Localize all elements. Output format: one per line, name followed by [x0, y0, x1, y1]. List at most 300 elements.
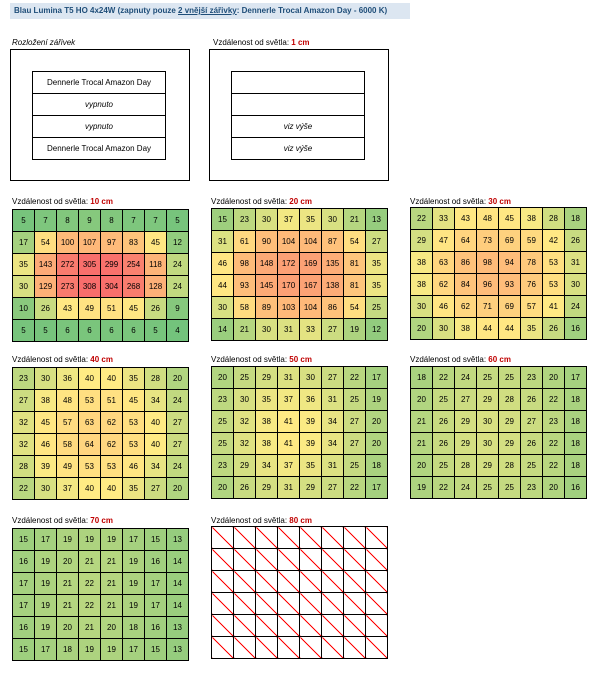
tube-4: Dennerle Trocal Amazon Day [33, 138, 166, 160]
grid-cell: 21 [411, 411, 433, 433]
grid-cell: 54 [344, 297, 366, 319]
grid-cell: 20 [543, 367, 565, 389]
grid-cell: 23 [521, 477, 543, 499]
grid-cell: 17 [13, 595, 35, 617]
grid-cell [344, 571, 366, 593]
grid-cell: 40 [79, 368, 101, 390]
grid-cell: 26 [35, 298, 57, 320]
grid-cell: 27 [344, 411, 366, 433]
grid-cell: 16 [145, 551, 167, 573]
grid-cell: 29 [477, 389, 499, 411]
grid-cell: 98 [234, 253, 256, 275]
grid-cell [300, 615, 322, 637]
distance-value: 10 cm [90, 197, 113, 206]
grid-cell: 5 [35, 320, 57, 342]
grid-row [411, 296, 587, 318]
grid-cell: 25 [212, 433, 234, 455]
grid-row [13, 320, 189, 342]
grid-cell: 31 [565, 252, 587, 274]
grid-row [212, 477, 388, 499]
grid-cell: 18 [565, 208, 587, 230]
grid-cell: 17 [13, 232, 35, 254]
grid-cell: 24 [167, 254, 189, 276]
grid-row [411, 477, 587, 499]
grid-cell: 27 [322, 319, 344, 341]
grid-row [13, 478, 189, 500]
grid-cell: 6 [123, 320, 145, 342]
grid-cell: 27 [167, 412, 189, 434]
grid-cell: 304 [101, 276, 123, 298]
grid-row [13, 529, 189, 551]
grid-row [13, 456, 189, 478]
grid-cell: 58 [57, 434, 79, 456]
grid-cell: 305 [79, 254, 101, 276]
grid-cell: 30 [322, 209, 344, 231]
grid-cell: 26 [433, 433, 455, 455]
grid-row [212, 411, 388, 433]
grid-row [411, 411, 587, 433]
grid-cell: 26 [521, 433, 543, 455]
grid-cell: 28 [499, 389, 521, 411]
grid-cell: 273 [57, 276, 79, 298]
grid-row [13, 368, 189, 390]
grid-cell [322, 571, 344, 593]
grid-cell: 143 [35, 254, 57, 276]
grid-cell: 31 [278, 319, 300, 341]
grid-cell: 254 [123, 254, 145, 276]
grid-row [411, 367, 587, 389]
grid-cell: 12 [167, 232, 189, 254]
grid-cell [278, 571, 300, 593]
grid-cell: 54 [35, 232, 57, 254]
grid-cell [212, 571, 234, 593]
grid-cell: 30 [256, 209, 278, 231]
distance-label-70cm: Vzdálenost od světla: 70 cm [12, 516, 113, 525]
grid-cell: 28 [543, 208, 565, 230]
grid-cell: 76 [521, 274, 543, 296]
grid-cell: 21 [57, 573, 79, 595]
grid-row [212, 527, 388, 549]
tubes-table [32, 71, 166, 160]
grid-row [411, 455, 587, 477]
distance-label-1cm: Vzdálenost od světla: 1 cm [213, 38, 310, 47]
grid-cell: 27 [366, 231, 388, 253]
grid-row [212, 275, 388, 297]
grid-cell: 18 [366, 455, 388, 477]
grid-cell: 27 [521, 411, 543, 433]
title-underlined: 2 vnější zářivky [178, 6, 237, 15]
grid-cell: 26 [543, 318, 565, 340]
grid-cell: 49 [57, 456, 79, 478]
grid-cell: 31 [212, 231, 234, 253]
grid-cell: 31 [278, 477, 300, 499]
grid-cell: 40 [79, 478, 101, 500]
panel-1cm-row-4: viz výše [232, 138, 365, 160]
grid-cell: 19 [35, 551, 57, 573]
grid-cell: 51 [101, 298, 123, 320]
grid-cell: 30 [234, 389, 256, 411]
grid-cell: 81 [344, 275, 366, 297]
grid-cell: 90 [256, 231, 278, 253]
grid-cell: 20 [411, 318, 433, 340]
grid-cell: 5 [167, 210, 189, 232]
grid-cell: 28 [455, 455, 477, 477]
grid-cell [234, 637, 256, 659]
grid-cell: 53 [123, 434, 145, 456]
title-suffix: : Dennerle Trocal Amazon Day - 6000 K) [236, 6, 388, 15]
grid-cell [256, 593, 278, 615]
grid-cell: 46 [212, 253, 234, 275]
grid-cell: 18 [123, 617, 145, 639]
grid-row [13, 551, 189, 573]
grid-cell: 18 [411, 367, 433, 389]
grid-cell: 20 [212, 477, 234, 499]
grid-cell: 34 [145, 390, 167, 412]
grid-cell: 6 [101, 320, 123, 342]
grid-cell: 8 [101, 210, 123, 232]
grid-cell: 135 [322, 253, 344, 275]
grid-row [212, 231, 388, 253]
grid-cell: 25 [521, 455, 543, 477]
grid-cell: 51 [101, 390, 123, 412]
grid-cell: 23 [521, 367, 543, 389]
grid-cell: 9 [167, 298, 189, 320]
grid-cell [344, 593, 366, 615]
grid-cell: 46 [123, 456, 145, 478]
grid-row [212, 297, 388, 319]
grid-cell [278, 527, 300, 549]
grid-cell: 20 [543, 477, 565, 499]
grid-cell: 12 [366, 319, 388, 341]
grid-cell: 39 [35, 456, 57, 478]
grid-cell: 15 [212, 209, 234, 231]
grid-cell: 22 [13, 478, 35, 500]
grid-cell: 34 [322, 433, 344, 455]
grid-cell: 21 [79, 617, 101, 639]
grid-cell: 25 [433, 455, 455, 477]
grid-cell: 27 [455, 389, 477, 411]
distance-label-50cm: Vzdálenost od světla: 50 cm [211, 355, 312, 364]
grid-row [13, 617, 189, 639]
grid-cell: 29 [499, 411, 521, 433]
grid-cell: 43 [57, 298, 79, 320]
grid-cell: 44 [477, 318, 499, 340]
grid-cell: 49 [79, 298, 101, 320]
grid-row [13, 276, 189, 298]
grid-cell: 169 [300, 253, 322, 275]
distance-label-20cm: Vzdálenost od světla: 20 cm [211, 197, 312, 206]
grid-cell: 24 [167, 456, 189, 478]
grid-cell: 9 [79, 210, 101, 232]
grid-cell: 6 [57, 320, 79, 342]
grid-cell [256, 527, 278, 549]
grid-cell: 22 [543, 433, 565, 455]
grid-cell: 29 [411, 230, 433, 252]
grid-cell: 145 [256, 275, 278, 297]
grid-cell: 19 [123, 551, 145, 573]
grid-cell [300, 571, 322, 593]
grid-row [411, 318, 587, 340]
grid-cell: 31 [322, 455, 344, 477]
grid-cell: 30 [477, 433, 499, 455]
grid-cell: 29 [477, 455, 499, 477]
grid-cell [234, 571, 256, 593]
grid-cell: 81 [344, 253, 366, 275]
grid-cell: 103 [278, 297, 300, 319]
grid-cell: 15 [13, 529, 35, 551]
grid-cell: 37 [278, 455, 300, 477]
grid-cell [278, 637, 300, 659]
grid-cell: 78 [521, 252, 543, 274]
title-prefix: Blau Lumina T5 HO 4x24W (zapnuty pouze [14, 6, 179, 15]
grid-cell: 39 [300, 433, 322, 455]
grid-cell: 23 [13, 368, 35, 390]
grid-cell: 17 [35, 639, 57, 661]
grid-cell [278, 593, 300, 615]
distance-value: 20 cm [289, 197, 312, 206]
grid-cell: 13 [167, 529, 189, 551]
grid-cell: 30 [300, 367, 322, 389]
grid-cell: 25 [212, 411, 234, 433]
grid-cell: 22 [79, 573, 101, 595]
grid-cell: 104 [300, 297, 322, 319]
grid-cell [300, 549, 322, 571]
grid-cell: 93 [499, 274, 521, 296]
panel-1cm-row-1 [232, 72, 365, 94]
grid-cell: 40 [145, 412, 167, 434]
distance-value: 40 cm [90, 355, 113, 364]
grid-cell [322, 593, 344, 615]
grid-cell: 84 [455, 274, 477, 296]
grid-cell [256, 549, 278, 571]
grid-cell: 23 [212, 455, 234, 477]
grid-cell: 38 [521, 208, 543, 230]
grid-row [212, 571, 388, 593]
grid-cell: 71 [477, 296, 499, 318]
grid-cell: 20 [167, 478, 189, 500]
grid-cell: 19 [101, 529, 123, 551]
grid-cell: 20 [366, 433, 388, 455]
distance-value: 50 cm [289, 355, 312, 364]
grid-cell: 28 [499, 455, 521, 477]
grid-cell: 57 [521, 296, 543, 318]
grid-cell: 53 [79, 390, 101, 412]
grid-cell: 7 [123, 210, 145, 232]
grid-cell [300, 637, 322, 659]
grid-cell: 14 [167, 551, 189, 573]
grid-cell: 138 [322, 275, 344, 297]
grid-cell: 7 [35, 210, 57, 232]
grid-row [212, 455, 388, 477]
grid-cell: 6 [79, 320, 101, 342]
grid-cell: 32 [234, 433, 256, 455]
grid-cell: 22 [344, 477, 366, 499]
grid-cell: 62 [101, 412, 123, 434]
grid-cell: 19 [123, 573, 145, 595]
grid-cell: 46 [35, 434, 57, 456]
grid-cell: 35 [300, 455, 322, 477]
grid-cell [278, 615, 300, 637]
grid-cell: 30 [411, 296, 433, 318]
grid-cell: 7 [145, 210, 167, 232]
grid-row [411, 252, 587, 274]
grid-cell: 24 [167, 390, 189, 412]
grid-cell [256, 615, 278, 637]
grid-cell: 30 [565, 274, 587, 296]
grid-cell: 17 [145, 595, 167, 617]
measurement-grid-30cm [410, 207, 587, 340]
grid-cell: 18 [565, 455, 587, 477]
grid-cell: 48 [477, 208, 499, 230]
grid-row [411, 274, 587, 296]
grid-cell: 22 [543, 389, 565, 411]
grid-cell: 37 [57, 478, 79, 500]
grid-row [13, 595, 189, 617]
grid-cell: 24 [455, 367, 477, 389]
grid-cell: 35 [366, 253, 388, 275]
grid-cell: 37 [278, 209, 300, 231]
grid-cell: 21 [344, 209, 366, 231]
grid-cell: 17 [145, 573, 167, 595]
grid-row [212, 637, 388, 659]
grid-cell: 27 [322, 367, 344, 389]
grid-cell: 32 [13, 434, 35, 456]
grid-cell: 10 [13, 298, 35, 320]
grid-cell: 19 [123, 595, 145, 617]
grid-cell: 25 [477, 367, 499, 389]
grid-cell: 5 [13, 320, 35, 342]
grid-row [411, 389, 587, 411]
grid-cell: 13 [366, 209, 388, 231]
grid-cell: 21 [57, 595, 79, 617]
grid-cell: 57 [57, 412, 79, 434]
grid-cell: 20 [366, 411, 388, 433]
grid-cell: 30 [13, 276, 35, 298]
grid-cell: 62 [433, 274, 455, 296]
grid-row [212, 549, 388, 571]
grid-cell: 30 [35, 478, 57, 500]
grid-cell: 272 [57, 254, 79, 276]
grid-row [212, 389, 388, 411]
grid-row [411, 433, 587, 455]
grid-cell: 45 [35, 412, 57, 434]
grid-cell: 29 [256, 477, 278, 499]
grid-cell [322, 615, 344, 637]
grid-cell: 19 [344, 319, 366, 341]
grid-cell: 25 [344, 389, 366, 411]
distance-label-40cm: Vzdálenost od světla: 40 cm [12, 355, 113, 364]
grid-cell: 63 [79, 412, 101, 434]
grid-row [212, 209, 388, 231]
grid-cell: 45 [123, 390, 145, 412]
grid-cell: 27 [167, 434, 189, 456]
grid-cell [212, 615, 234, 637]
grid-cell: 41 [278, 433, 300, 455]
grid-row [13, 210, 189, 232]
grid-cell: 89 [256, 297, 278, 319]
grid-cell: 24 [455, 477, 477, 499]
grid-cell: 48 [57, 390, 79, 412]
grid-cell [278, 549, 300, 571]
grid-cell: 86 [455, 252, 477, 274]
grid-cell: 20 [212, 367, 234, 389]
grid-cell: 58 [234, 297, 256, 319]
grid-cell: 308 [79, 276, 101, 298]
grid-row [212, 253, 388, 275]
grid-row [13, 254, 189, 276]
grid-cell: 26 [234, 477, 256, 499]
distance-value: 70 cm [90, 516, 113, 525]
grid-cell: 35 [256, 389, 278, 411]
grid-cell: 54 [344, 231, 366, 253]
grid-cell: 38 [411, 274, 433, 296]
grid-cell: 299 [101, 254, 123, 276]
grid-cell: 104 [278, 231, 300, 253]
distance-value: 80 cm [289, 516, 312, 525]
grid-cell [322, 549, 344, 571]
grid-cell: 15 [145, 639, 167, 661]
grid-cell: 30 [433, 318, 455, 340]
grid-cell: 32 [234, 411, 256, 433]
measurement-grid-80cm [211, 526, 388, 659]
grid-cell: 17 [366, 367, 388, 389]
grid-cell: 26 [145, 298, 167, 320]
grid-cell: 107 [79, 232, 101, 254]
grid-cell: 17 [35, 529, 57, 551]
grid-cell: 19 [101, 639, 123, 661]
grid-cell: 29 [256, 367, 278, 389]
distance-label-10cm: Vzdálenost od světla: 10 cm [12, 197, 113, 206]
grid-cell: 35 [123, 478, 145, 500]
grid-cell [344, 549, 366, 571]
distance-label-30cm: Vzdálenost od světla: 30 cm [410, 197, 511, 206]
grid-cell: 35 [366, 275, 388, 297]
grid-cell: 16 [145, 617, 167, 639]
grid-row [212, 593, 388, 615]
grid-cell: 4 [167, 320, 189, 342]
grid-cell [344, 527, 366, 549]
grid-cell: 15 [13, 639, 35, 661]
grid-cell: 34 [256, 455, 278, 477]
grid-cell: 45 [123, 298, 145, 320]
page-title [10, 3, 410, 19]
measurement-grid-70cm [12, 528, 189, 661]
grid-cell: 42 [543, 230, 565, 252]
distance-label-60cm: Vzdálenost od světla: 60 cm [410, 355, 511, 364]
grid-cell: 25 [366, 297, 388, 319]
grid-cell: 22 [543, 455, 565, 477]
grid-cell [366, 637, 388, 659]
grid-cell: 14 [167, 573, 189, 595]
grid-cell: 20 [101, 617, 123, 639]
grid-cell: 62 [101, 434, 123, 456]
grid-cell: 26 [565, 230, 587, 252]
grid-cell: 47 [433, 230, 455, 252]
grid-cell [212, 549, 234, 571]
grid-cell [366, 527, 388, 549]
grid-row [212, 433, 388, 455]
grid-cell: 61 [234, 231, 256, 253]
grid-cell: 31 [278, 367, 300, 389]
distance-label-80cm: Vzdálenost od světla: 80 cm [211, 516, 312, 525]
grid-cell: 33 [300, 319, 322, 341]
grid-cell: 29 [300, 477, 322, 499]
panel-1cm-row-2 [232, 94, 365, 116]
grid-cell: 20 [57, 617, 79, 639]
grid-cell [256, 571, 278, 593]
grid-cell: 40 [101, 478, 123, 500]
grid-cell: 94 [499, 252, 521, 274]
